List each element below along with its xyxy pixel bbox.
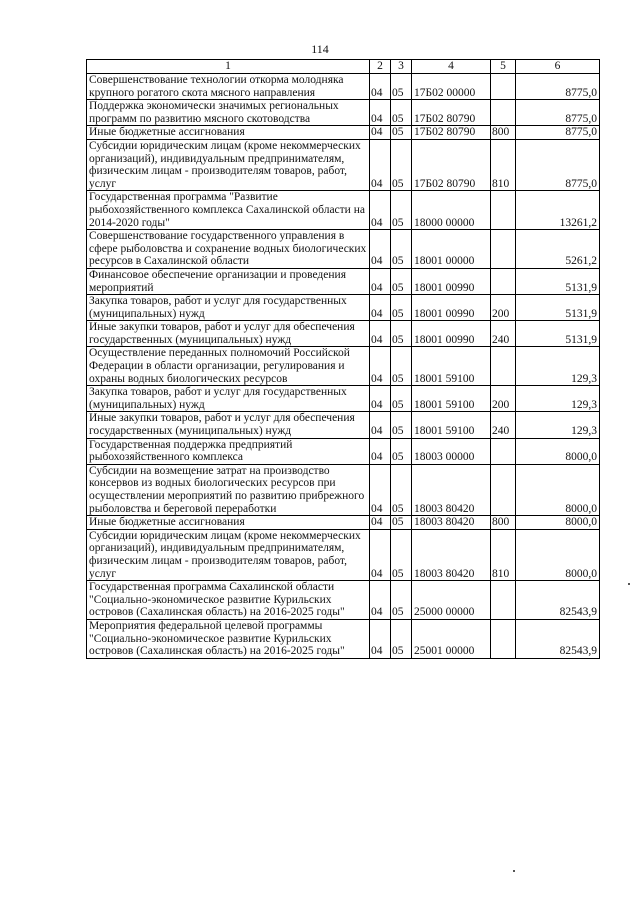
header-col-5: 5 xyxy=(491,60,516,74)
table-row xyxy=(87,321,600,347)
row-amount: 82543,9 xyxy=(516,619,600,658)
row-name: Государственная программа "Развитие рыбохозяйственного комплекса Сахалинской области на 2014-2020 годы" xyxy=(87,191,370,230)
row-expense-type: 800 xyxy=(491,516,516,530)
row-expense-type: 240 xyxy=(491,412,516,438)
row-amount: 8775,0 xyxy=(516,139,600,190)
row-amount: 5131,9 xyxy=(516,295,600,321)
table-row xyxy=(87,295,600,321)
table-row xyxy=(87,100,600,126)
row-section: 04 xyxy=(370,295,391,321)
row-subsection: 05 xyxy=(391,529,412,580)
row-section: 04 xyxy=(370,321,391,347)
row-name: Иные закупки товаров, работ и услуг для обеспечения государственных (муниципальных) нужд xyxy=(87,412,370,438)
table-row xyxy=(87,230,600,269)
row-subsection: 05 xyxy=(391,619,412,658)
row-expense-type xyxy=(491,464,516,515)
row-amount: 82543,9 xyxy=(516,581,600,620)
row-target-article: 18001 00990 xyxy=(412,295,491,321)
row-expense-type xyxy=(491,74,516,100)
row-name: Государственная программа Сахалинской области "Социально-экономическое развитие Курильских островов (Сахалинская область) на 2016-2025 годы" xyxy=(87,581,370,620)
table-row xyxy=(87,139,600,190)
row-section: 04 xyxy=(370,126,391,140)
row-target-article: 18001 00990 xyxy=(412,321,491,347)
row-amount: 5131,9 xyxy=(516,268,600,294)
row-section: 04 xyxy=(370,139,391,190)
row-expense-type: 810 xyxy=(491,139,516,190)
row-name: Иные бюджетные ассигнования xyxy=(87,516,370,530)
row-expense-type: 800 xyxy=(491,126,516,140)
row-expense-type xyxy=(491,581,516,620)
row-section: 04 xyxy=(370,516,391,530)
row-name: Иные бюджетные ассигнования xyxy=(87,126,370,140)
row-section: 04 xyxy=(370,464,391,515)
row-amount: 5261,2 xyxy=(516,230,600,269)
row-section: 04 xyxy=(370,74,391,100)
row-amount: 129,3 xyxy=(516,412,600,438)
row-amount: 8775,0 xyxy=(516,100,600,126)
row-subsection: 05 xyxy=(391,464,412,515)
row-name: Поддержка экономически значимых региональных программ по развитию мясного скотоводства xyxy=(87,100,370,126)
row-expense-type xyxy=(491,268,516,294)
row-section: 04 xyxy=(370,619,391,658)
row-section: 04 xyxy=(370,412,391,438)
row-subsection: 05 xyxy=(391,321,412,347)
row-amount: 13261,2 xyxy=(516,191,600,230)
row-name: Государственная поддержка предприятий рыбохозяйственного комплекса xyxy=(87,438,370,464)
row-expense-type xyxy=(491,347,516,386)
table-row xyxy=(87,386,600,412)
row-expense-type: 240 xyxy=(491,321,516,347)
row-target-article: 25001 00000 xyxy=(412,619,491,658)
row-section: 04 xyxy=(370,438,391,464)
row-subsection: 05 xyxy=(391,412,412,438)
row-expense-type xyxy=(491,438,516,464)
table-row xyxy=(87,529,600,580)
row-expense-type: 810 xyxy=(491,529,516,580)
row-amount: 8000,0 xyxy=(516,464,600,515)
row-expense-type xyxy=(491,230,516,269)
row-subsection: 05 xyxy=(391,516,412,530)
row-target-article: 18001 59100 xyxy=(412,347,491,386)
row-expense-type xyxy=(491,100,516,126)
row-expense-type: 200 xyxy=(491,386,516,412)
row-subsection: 05 xyxy=(391,191,412,230)
table-row xyxy=(87,516,600,530)
row-section: 04 xyxy=(370,191,391,230)
row-subsection: 05 xyxy=(391,230,412,269)
row-target-article: 18001 00990 xyxy=(412,268,491,294)
row-name: Закупка товаров, работ и услуг для государственных (муниципальных) нужд xyxy=(87,295,370,321)
row-amount: 8000,0 xyxy=(516,529,600,580)
header-col-4: 4 xyxy=(412,60,491,74)
row-name: Совершенствование государственного управления в сфере рыболовства и сохранение водных биологических ресурсов в Сахалинской области xyxy=(87,230,370,269)
row-section: 04 xyxy=(370,100,391,126)
row-target-article: 18003 80420 xyxy=(412,464,491,515)
row-subsection: 05 xyxy=(391,74,412,100)
header-col-3: 3 xyxy=(391,60,412,74)
row-name: Иные закупки товаров, работ и услуг для обеспечения государственных (муниципальных) нужд xyxy=(87,321,370,347)
scan-speck xyxy=(513,870,515,872)
table-row xyxy=(87,126,600,140)
row-subsection: 05 xyxy=(391,126,412,140)
row-section: 04 xyxy=(370,268,391,294)
row-expense-type: 200 xyxy=(491,295,516,321)
table-row xyxy=(87,191,600,230)
row-subsection: 05 xyxy=(391,386,412,412)
row-expense-type xyxy=(491,619,516,658)
row-section: 04 xyxy=(370,230,391,269)
row-amount: 8775,0 xyxy=(516,126,600,140)
row-subsection: 05 xyxy=(391,268,412,294)
row-name: Субсидии юридическим лицам (кроме некоммерческих организаций), индивидуальным предпринимателям, физическим лицам - производителям товаров, работ, услуг xyxy=(87,529,370,580)
table-row xyxy=(87,581,600,620)
row-subsection: 05 xyxy=(391,100,412,126)
row-target-article: 18001 59100 xyxy=(412,412,491,438)
row-target-article: 17Б02 80790 xyxy=(412,126,491,140)
row-name: Финансовое обеспечение организации и проведения мероприятий xyxy=(87,268,370,294)
row-name: Осуществление переданных полномочий Российской Федерации в области организации, регулирования и охраны водных биологических ресурсов xyxy=(87,347,370,386)
row-target-article: 18003 00000 xyxy=(412,438,491,464)
row-section: 04 xyxy=(370,347,391,386)
row-expense-type xyxy=(491,191,516,230)
budget-table xyxy=(86,59,600,659)
row-target-article: 18000 00000 xyxy=(412,191,491,230)
row-subsection: 05 xyxy=(391,347,412,386)
row-section: 04 xyxy=(370,529,391,580)
row-amount: 8000,0 xyxy=(516,516,600,530)
header-row xyxy=(87,60,600,74)
row-amount: 8000,0 xyxy=(516,438,600,464)
row-subsection: 05 xyxy=(391,139,412,190)
header-col-2: 2 xyxy=(370,60,391,74)
table-row xyxy=(87,438,600,464)
row-section: 04 xyxy=(370,581,391,620)
row-name: Субсидии юридическим лицам (кроме некоммерческих организаций), индивидуальным предпринимателям, физическим лицам - производителям товаров, работ, услуг xyxy=(87,139,370,190)
page-number: 114 xyxy=(311,42,329,56)
row-amount: 8775,0 xyxy=(516,74,600,100)
row-subsection: 05 xyxy=(391,581,412,620)
row-target-article: 17Б02 80790 xyxy=(412,100,491,126)
row-target-article: 18001 59100 xyxy=(412,386,491,412)
header-col-1: 1 xyxy=(87,60,370,74)
row-name: Субсидии на возмещение затрат на производство консервов из водных биологических ресурсов при осуществлении мероприятий по развитию прибрежного рыболовства и береговой переработки xyxy=(87,464,370,515)
row-name: Закупка товаров, работ и услуг для государственных (муниципальных) нужд xyxy=(87,386,370,412)
table-row xyxy=(87,74,600,100)
row-amount: 5131,9 xyxy=(516,321,600,347)
table-row xyxy=(87,268,600,294)
row-target-article: 18003 80420 xyxy=(412,516,491,530)
table-row xyxy=(87,412,600,438)
row-name: Мероприятия федеральной целевой программы "Социально-экономическое развитие Курильских островов (Сахалинская область) на 2016-2025 годы" xyxy=(87,619,370,658)
row-target-article: 18001 00000 xyxy=(412,230,491,269)
row-target-article: 18003 80420 xyxy=(412,529,491,580)
row-target-article: 17Б02 80790 xyxy=(412,139,491,190)
header-col-6: 6 xyxy=(516,60,600,74)
row-subsection: 05 xyxy=(391,295,412,321)
row-target-article: 17Б02 00000 xyxy=(412,74,491,100)
row-section: 04 xyxy=(370,386,391,412)
row-name: Совершенствование технологии откорма молодняка крупного рогатого скота мясного направления xyxy=(87,74,370,100)
table-row xyxy=(87,464,600,515)
row-amount: 129,3 xyxy=(516,386,600,412)
scan-speck xyxy=(628,583,630,585)
table-row xyxy=(87,347,600,386)
row-amount: 129,3 xyxy=(516,347,600,386)
table-row xyxy=(87,619,600,658)
row-target-article: 25000 00000 xyxy=(412,581,491,620)
row-subsection: 05 xyxy=(391,438,412,464)
